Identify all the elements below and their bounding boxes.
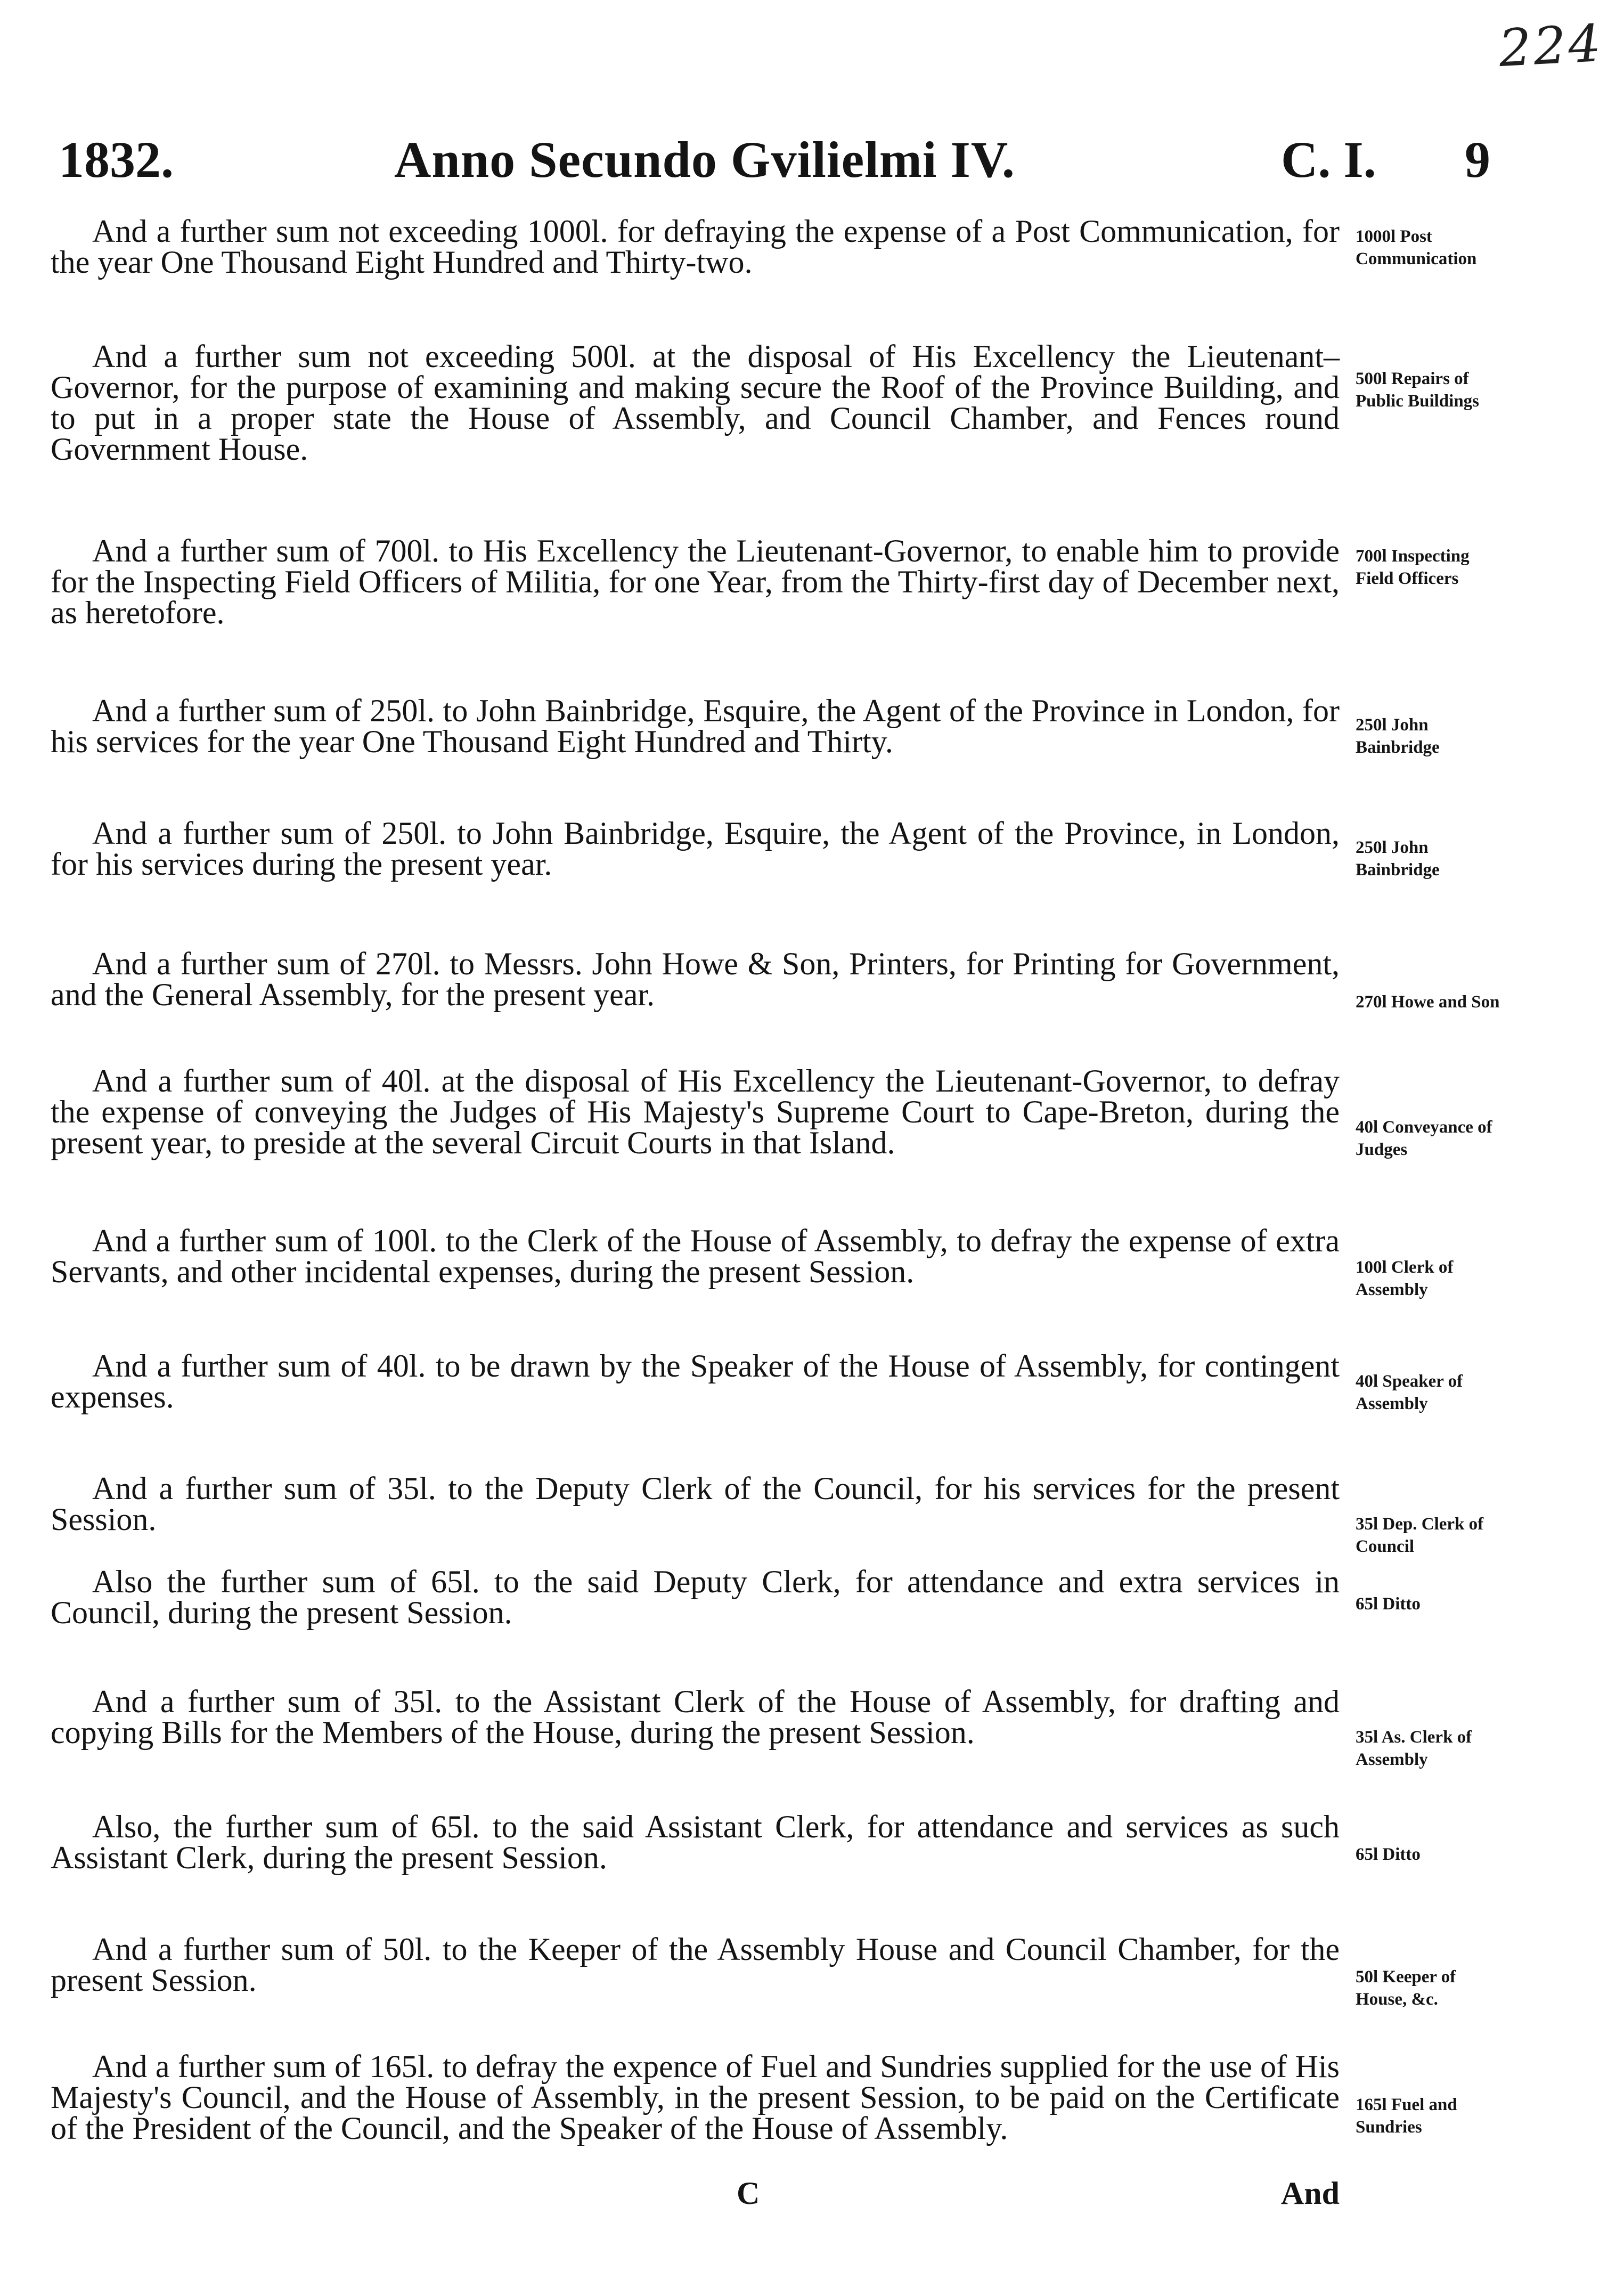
entry-text: Also the further sum of 65l. to the said Deputy Clerk, for attendance and extra services in Council, during the present Session. <box>51 1564 1340 1630</box>
marginal-note: 40l Speaker of Assembly <box>1356 1372 1463 1413</box>
entry-text: And a further sum of 700l. to His Excellency the Lieutenant-Governor, to enable him to provide for the Inspecting Field Officers of Militia, for one Year, from the Thirty-first day of December next, as heretofore. <box>51 533 1340 630</box>
entry-text: And a further sum not exceeding 1000l. for defraying the expense of a Post Communication, for the year One Thousand Eight Hundred and Thirty-two. <box>51 214 1340 280</box>
folio-number: 224 <box>1497 13 1604 79</box>
appropriation-entry <box>51 2049 1457 2146</box>
marginal-note: 65l Ditto <box>1356 1845 1421 1864</box>
header-year: 1832. <box>59 131 174 188</box>
appropriation-entry <box>51 1471 1484 1556</box>
marginal-note: 270l Howe and Son <box>1356 992 1500 1012</box>
marginal-note: 35l Dep. Clerk of Council <box>1356 1515 1484 1556</box>
marginal-note: 40l Conveyance of Judges <box>1356 1118 1492 1159</box>
marginal-note: 1000l Post Communication <box>1356 227 1477 268</box>
marginal-note: 35l As. Clerk of Assembly <box>1356 1728 1472 1769</box>
marginal-note: 50l Keeper of House, &c. <box>1356 1967 1456 2009</box>
entry-text: And a further sum of 165l. to defray the expence of Fuel and Sundries supplied for the use of His Majesty's Council, and the House of Assembly, in the present Session, to be paid on the Certificate of the President of the Council, and the Speaker of the House of Assembly. <box>51 2049 1340 2146</box>
appropriation-entry <box>51 1564 1421 1630</box>
entry-text: And a further sum not exceeding 500l. at the disposal of His Excellency the Lieutenant–Governor, for the purpose of examining and making secure the Roof of the Province Building, and to put in a proper state the House of Assembly, and Council Chamber, and Fences round Government House. <box>51 339 1340 467</box>
running-header <box>59 125 1497 194</box>
appropriation-entry <box>51 1348 1463 1414</box>
entry-text: And a further sum of 40l. to be drawn by the Speaker of the House of Assembly, for contingent expenses. <box>51 1348 1340 1414</box>
appropriation-entry <box>51 533 1470 630</box>
entry-text: And a further sum of 270l. to Messrs. John Howe & Son, Printers, for Printing for Government, and the General Assembly, for the present year. <box>51 946 1340 1012</box>
appropriation-entry <box>51 1223 1454 1299</box>
entry-text: And a further sum of 50l. to the Keeper of the Assembly House and Council Chamber, for the present Session. <box>51 1932 1340 1998</box>
marginal-note: 250l John Bainbridge <box>1356 838 1440 880</box>
entry-text: And a further sum of 250l. to John Bainbridge, Esquire, the Agent of the Province in London, for his services for the year One Thousand Eight Hundred and Thirty. <box>51 693 1340 759</box>
entry-text: And a further sum of 35l. to the Deputy Clerk of the Council, for his services for the present Session. <box>51 1471 1340 1537</box>
appropriation-entry <box>51 946 1500 1012</box>
page-footer <box>51 2175 1340 2212</box>
marginal-note: 65l Ditto <box>1356 1594 1421 1614</box>
entry-text: And a further sum of 250l. to John Bainbridge, Esquire, the Agent of the Province, in London, for his services during the present year. <box>51 816 1340 882</box>
marginal-note: 165l Fuel and Sundries <box>1356 2095 1457 2137</box>
entry-text: And a further sum of 40l. at the disposal of His Excellency the Lieutenant-Governor, to defray the expense of conveying the Judges of His Majesty's Supreme Court to Cape-Breton, during the present year, to preside at the several Circuit Courts in that Island. <box>51 1063 1340 1160</box>
header-chapter: C. I. <box>1281 131 1376 188</box>
appropriation-entry <box>51 1063 1492 1160</box>
entry-text: Also, the further sum of 65l. to the said Assistant Clerk, for attendance and services as such Assistant Clerk, during the present Session. <box>51 1809 1340 1875</box>
header-title: Anno Secundo Gvilielmi IV. <box>394 131 1015 188</box>
appropriation-entry <box>51 1809 1421 1875</box>
marginal-note: 500l Repairs of Public Buildings <box>1356 369 1480 411</box>
marginal-note: 700l Inspecting Field Officers <box>1356 547 1470 588</box>
signature-mark: C <box>737 2176 760 2211</box>
marginal-note: 250l John Bainbridge <box>1356 715 1440 757</box>
catchword: And <box>1280 2176 1340 2211</box>
appropriation-entry <box>51 214 1477 280</box>
entry-text: And a further sum of 35l. to the Assistant Clerk of the House of Assembly, for drafting and copying Bills for the Members of the House, during the present Session. <box>51 1684 1340 1750</box>
header-page-number: 9 <box>1465 131 1490 188</box>
appropriation-entry <box>51 1684 1472 1769</box>
entry-text: And a further sum of 100l. to the Clerk of the House of Assembly, to defray the expense of extra Servants, and other incidental expenses, during the present Session. <box>51 1223 1340 1289</box>
appropriation-entry <box>51 339 1480 467</box>
appropriation-entry <box>51 1932 1456 2009</box>
appropriation-entry <box>51 816 1440 882</box>
appropriation-entry <box>51 693 1440 759</box>
marginal-note: 100l Clerk of Assembly <box>1356 1258 1454 1299</box>
